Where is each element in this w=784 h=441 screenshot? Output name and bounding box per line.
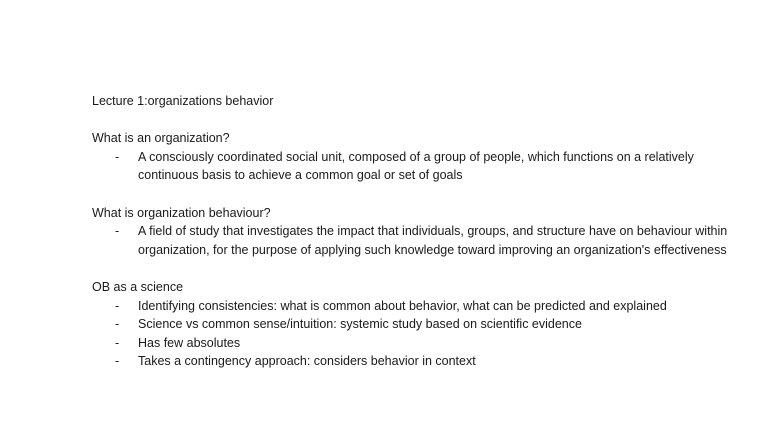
list-item: [92, 334, 732, 353]
section-what-is-organization: [92, 129, 732, 185]
list-item: [92, 315, 732, 334]
list-item-text: Science vs common sense/intuition: systemic study based on scientific evidence: [138, 317, 582, 332]
bullet-dash: -: [115, 298, 120, 313]
list-item: [92, 148, 732, 185]
list-item-text: Identifying consistencies: what is common about behavior, what can be predicted and explained: [138, 298, 667, 313]
bullet-dash: -: [115, 149, 120, 164]
bullet-list: [92, 148, 732, 185]
document-body: [92, 92, 732, 390]
list-item: [92, 222, 732, 259]
section-heading: OB as a science: [92, 279, 184, 294]
bullet-list: [92, 222, 732, 259]
list-item-text: A consciously coordinated social unit, composed of a group of people, which functions on a relatively continuous basis to achieve a common goal or set of goals: [138, 149, 694, 183]
bullet-dash: -: [115, 224, 120, 239]
list-item: [92, 352, 732, 371]
bullet-list: [92, 297, 732, 371]
lecture-title: Lecture 1:organizations behavior: [92, 94, 274, 108]
list-item-text: A field of study that investigates the impact that individuals, groups, and structure have on behaviour within organization, for the purpose of applying such knowledge toward improving an organization's effectiveness: [138, 224, 728, 257]
section-ob-as-science: [92, 278, 732, 371]
bullet-dash: -: [115, 317, 120, 332]
list-item: [92, 297, 732, 316]
list-item-text: Has few absolutes: [138, 335, 241, 350]
bullet-dash: -: [115, 335, 120, 350]
section-heading: What is an organization?: [92, 131, 230, 146]
section-what-is-ob: [92, 204, 732, 260]
bullet-dash: -: [115, 354, 120, 369]
section-heading: What is organization behaviour?: [92, 205, 271, 220]
list-item-text: Takes a contingency approach: considers behavior in context: [138, 354, 476, 369]
